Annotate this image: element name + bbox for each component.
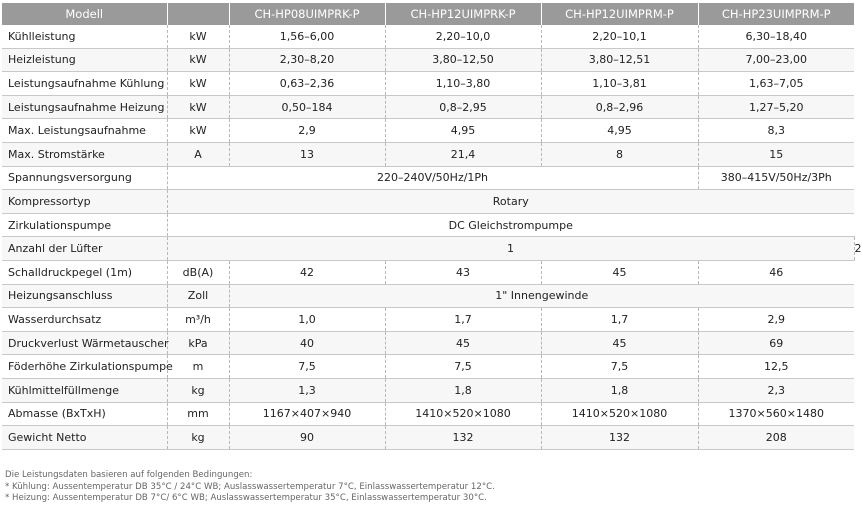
row-value: 7,5: [385, 355, 541, 379]
row-unit: kg: [167, 426, 229, 450]
row-value: 7,00–23,00: [698, 48, 854, 72]
row-value: DC Gleichstrompumpe: [167, 213, 854, 237]
row-value: 15: [698, 142, 854, 166]
footnote-intro: Die Leistungsdaten basieren auf folgenden Bedingungen:: [5, 470, 253, 480]
row-label: Spannungsversorgung: [2, 166, 167, 190]
header-model-4: CH-HP23UIMPRM-P: [698, 3, 854, 25]
row-value: 2,9: [229, 119, 385, 143]
row-unit: m³/h: [167, 308, 229, 332]
row-unit: kW: [167, 95, 229, 119]
row-value: 1,63–7,05: [698, 72, 854, 96]
table-row: [2, 402, 854, 426]
footnotes: [5, 470, 495, 505]
footnote-heating: * Heizung: Aussentemperatur DB 7°C/ 6°C WB; Auslasswassertemperatur 35°C, Einlasswassertemperatur 30°C.: [5, 493, 487, 503]
row-value: 8,3: [698, 119, 854, 143]
row-value: 2,20–10,1: [541, 25, 698, 48]
row-value: 1,3: [229, 378, 385, 402]
row-unit: dB(A): [167, 260, 229, 284]
row-value: 40: [229, 331, 385, 355]
spec-table: [2, 3, 862, 450]
row-value: 45: [541, 331, 698, 355]
row-label: Kompressortyp: [2, 190, 167, 214]
row-label: Druckverlust Wärmetauscher: [2, 331, 167, 355]
table-row: [2, 331, 854, 355]
row-value: 220–240V/50Hz/1Ph: [167, 166, 698, 190]
spec-table-body: [2, 25, 862, 449]
table-row: [2, 378, 854, 402]
table-row: [2, 72, 854, 96]
row-label: Max. Stromstärke: [2, 142, 167, 166]
row-label: Leistungsaufnahme Kühlung: [2, 72, 167, 96]
row-value: Rotary: [167, 190, 854, 214]
row-label: Leistungsaufnahme Heizung: [2, 95, 167, 119]
row-value: 0,8–2,96: [541, 95, 698, 119]
table-row: Anzahl der Lüfter 1 2: [2, 237, 854, 261]
row-unit: A: [167, 142, 229, 166]
row-value: 45: [385, 331, 541, 355]
row-value: 132: [385, 426, 541, 450]
row-value: 1370×560×1480: [698, 402, 854, 426]
row-value: 132: [541, 426, 698, 450]
row-value: 45: [541, 260, 698, 284]
row-value: 1,7: [385, 308, 541, 332]
row-value: 12,5: [698, 355, 854, 379]
row-label: Heizleistung: [2, 48, 167, 72]
header-model-2: CH-HP12UIMPRK-P: [385, 3, 541, 25]
row-label: Schalldruckpegel (1m): [2, 260, 167, 284]
row-value: 3,80–12,50: [385, 48, 541, 72]
row-unit: kPa: [167, 331, 229, 355]
row-value: 4,95: [385, 119, 541, 143]
row-label: Heizungsanschluss: [2, 284, 167, 308]
row-value: 1410×520×1080: [541, 402, 698, 426]
row-value: 2,30–8,20: [229, 48, 385, 72]
row-unit: kW: [167, 72, 229, 96]
table-row: [2, 260, 854, 284]
table-row: [2, 95, 854, 119]
row-label: Gewicht Netto: [2, 426, 167, 450]
row-value: 1167×407×940: [229, 402, 385, 426]
row-unit: Zoll: [167, 284, 229, 308]
row-label: Kühlleistung: [2, 25, 167, 48]
row-unit: kg: [167, 378, 229, 402]
row-value: 380–415V/50Hz/3Ph: [698, 166, 854, 190]
table-row: [2, 142, 854, 166]
row-value: 7,5: [541, 355, 698, 379]
row-value: 1,7: [541, 308, 698, 332]
footnote-cooling: * Kühlung: Aussentemperatur DB 35°C / 24°C WB; Auslasswassertemperatur 7°C, Einlasswassertemperatur 12°C.: [5, 481, 495, 492]
row-label: Föderhöhe Zirkulationspumpe: [2, 355, 167, 379]
table-row: [2, 308, 854, 332]
header-unit: [167, 3, 229, 25]
row-unit: kW: [167, 119, 229, 143]
row-value: 0,50–184: [229, 95, 385, 119]
row-label: Abmasse (BxTxH): [2, 402, 167, 426]
table-row: [2, 48, 854, 72]
row-label: Max. Leistungsaufnahme: [2, 119, 167, 143]
row-label: Kühlmittelfüllmenge: [2, 378, 167, 402]
row-value: 46: [698, 260, 854, 284]
row-value: 1410×520×1080: [385, 402, 541, 426]
row-value: 0,63–2,36: [229, 72, 385, 96]
row-value: 90: [229, 426, 385, 450]
row-unit: mm: [167, 402, 229, 426]
table-row: [2, 355, 854, 379]
row-value: 13: [229, 142, 385, 166]
row-value: 43: [385, 260, 541, 284]
row-value: 69: [698, 331, 854, 355]
row-value: 1,0: [229, 308, 385, 332]
row-value: 1" Innengewinde: [229, 284, 854, 308]
row-value: 208: [698, 426, 854, 450]
row-value: 6,30–18,40: [698, 25, 854, 48]
table-row: [2, 284, 854, 308]
row-value: 1,10–3,80: [385, 72, 541, 96]
row-value: 1,10–3,81: [541, 72, 698, 96]
row-value: 0,8–2,95: [385, 95, 541, 119]
table-row: [2, 119, 854, 143]
row-value: 2,9: [698, 308, 854, 332]
row-unit: kW: [167, 48, 229, 72]
row-label: Anzahl der Lüfter: [2, 237, 167, 261]
row-value: 1,56–6,00: [229, 25, 385, 48]
row-label: Wasserdurchsatz: [2, 308, 167, 332]
row-unit: m: [167, 355, 229, 379]
table-row: [2, 213, 854, 237]
row-value: 1,8: [385, 378, 541, 402]
table-row: [2, 190, 854, 214]
row-value: 3,80–12,51: [541, 48, 698, 72]
row-value: 21,4: [385, 142, 541, 166]
table-row: [2, 426, 854, 450]
header-model-3: CH-HP12UIMPRM-P: [541, 3, 698, 25]
table-row: [2, 166, 854, 190]
row-value: 2,3: [698, 378, 854, 402]
row-value: 1,27–5,20: [698, 95, 854, 119]
row-unit: kW: [167, 25, 229, 48]
row-value: 1,8: [541, 378, 698, 402]
row-value: 7,5: [229, 355, 385, 379]
row-value: 2,20–10,0: [385, 25, 541, 48]
row-value: 1: [167, 237, 854, 261]
row-label: Zirkulationspumpe: [2, 213, 167, 237]
table-row: [2, 25, 854, 48]
header-row: [2, 3, 854, 25]
row-value: 42: [229, 260, 385, 284]
row-value: 4,95: [541, 119, 698, 143]
row-value: 8: [541, 142, 698, 166]
header-modell: Modell: [2, 3, 167, 25]
header-model-1: CH-HP08UIMPRK-P: [229, 3, 385, 25]
